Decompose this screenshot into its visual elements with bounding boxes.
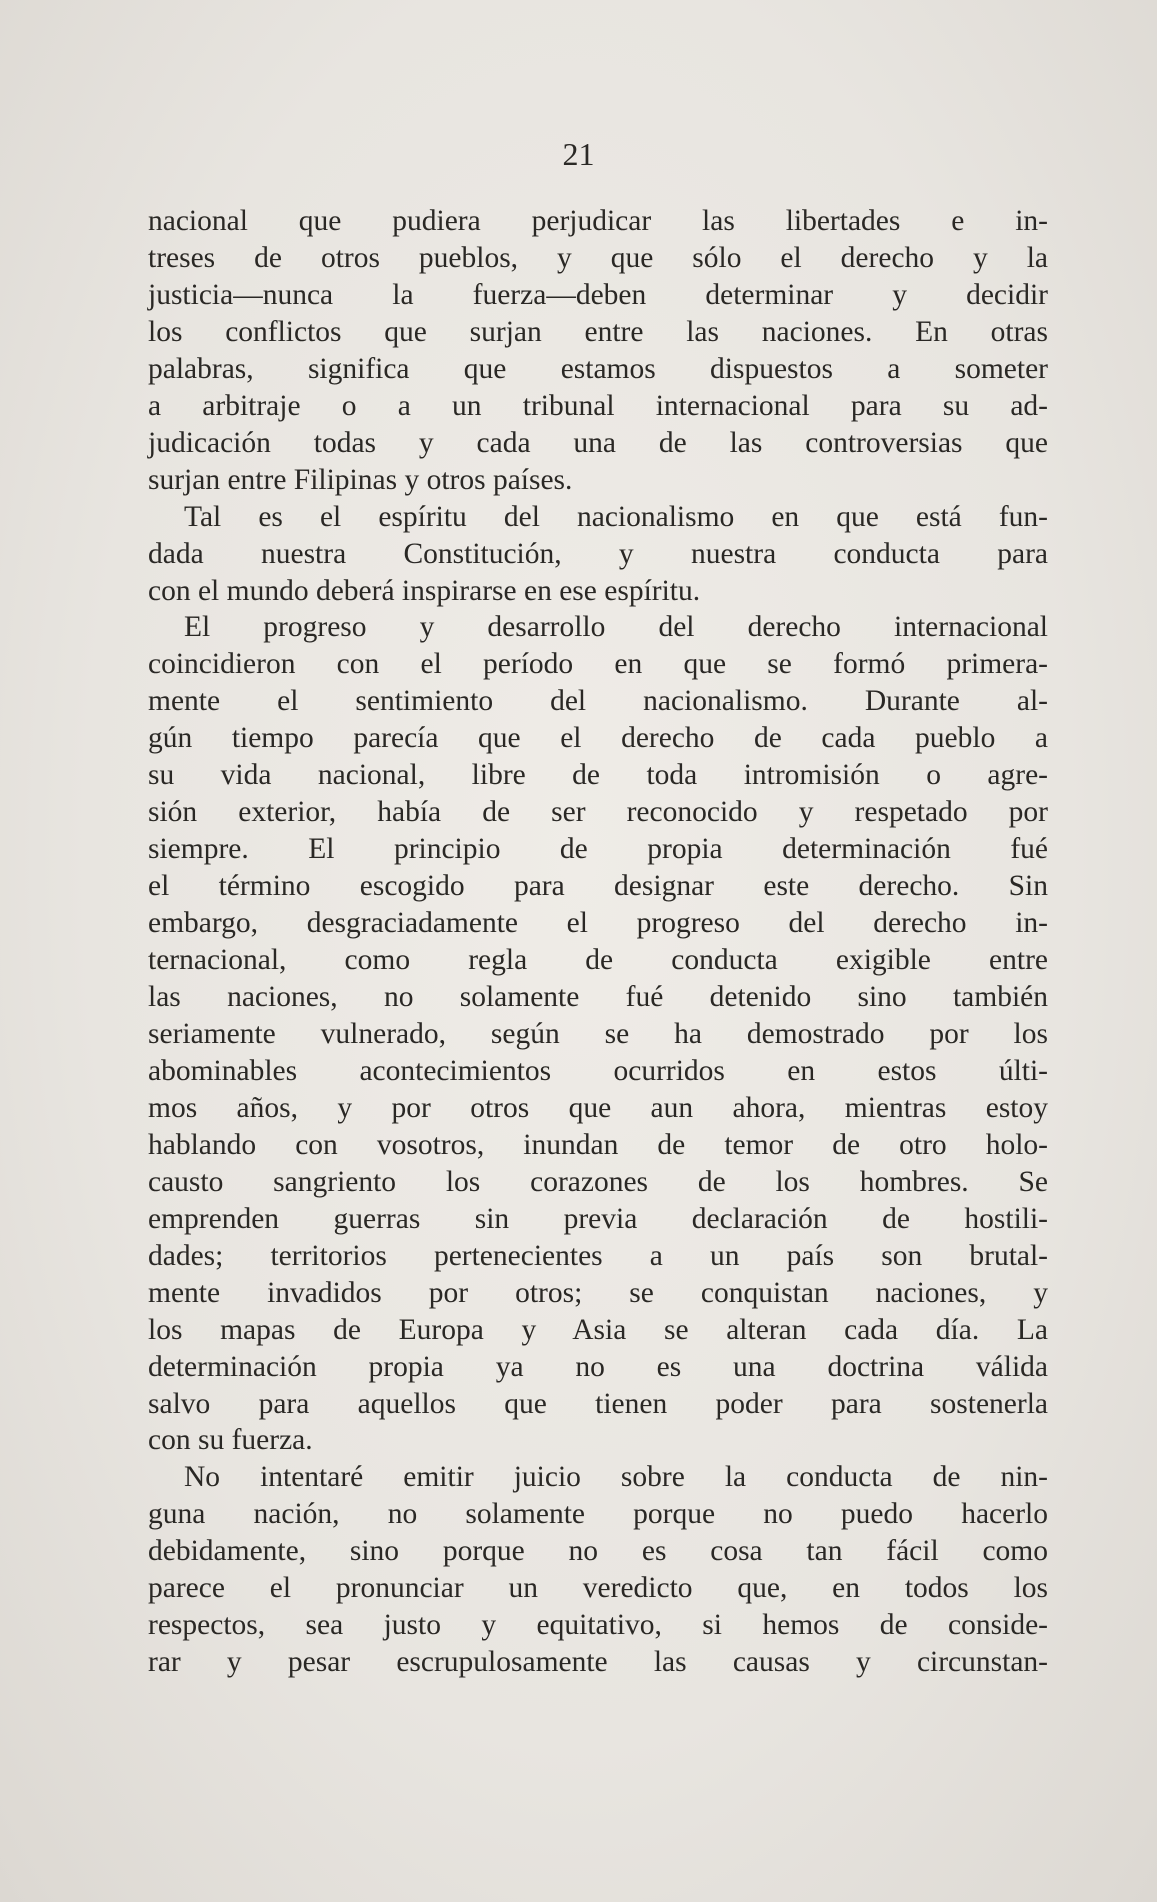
- text-line: No intentaré emitir juicio sobre la conducta de nin-: [184, 1461, 1048, 1494]
- text-line: mos años, y por otros que aun ahora, mientras estoy: [148, 1091, 1048, 1124]
- page-number: 21: [562, 136, 595, 172]
- text-line: judicación todas y cada una de las controversias que: [148, 426, 1048, 459]
- text-line: embargo, desgraciadamente el progreso del derecho in-: [148, 907, 1048, 940]
- text-line: coincidieron con el período en que se formó primera-: [148, 648, 1048, 681]
- text-line: emprenden guerras sin previa declaración de hostili-: [148, 1202, 1048, 1235]
- paragraph-2: [148, 499, 1048, 610]
- body-text: [148, 203, 1048, 1681]
- text-line: seriamente vulnerado, según se ha demostrado por los: [148, 1017, 1048, 1050]
- text-line: con el mundo deberá inspirarse en ese espíritu.: [148, 574, 701, 607]
- text-line: causto sangriento los corazones de los hombres. Se: [148, 1165, 1048, 1198]
- paragraph-1: [148, 203, 1048, 499]
- text-line: rar y pesar escrupulosamente las causas y circunstan-: [148, 1646, 1048, 1679]
- text-line: los mapas de Europa y Asia se alteran cada día. La: [148, 1313, 1048, 1346]
- text-line: ternacional, como regla de conducta exigible entre: [148, 944, 1048, 977]
- text-line: a arbitraje o a un tribunal internacional para su ad-: [148, 389, 1048, 422]
- text-line: su vida nacional, libre de toda intromisión o agre-: [148, 759, 1048, 792]
- text-line: dades; territorios pertenecientes a un país son brutal-: [148, 1239, 1048, 1272]
- text-line: parece el pronunciar un veredicto que, en todos los: [148, 1572, 1048, 1605]
- text-line: mente el sentimiento del nacionalismo. Durante al-: [148, 685, 1048, 718]
- text-line: El progreso y desarrollo del derecho internacional: [184, 611, 1048, 644]
- text-line: surjan entre Filipinas y otros países.: [148, 463, 573, 496]
- text-line: dada nuestra Constitución, y nuestra conducta para: [148, 537, 1048, 570]
- text-line: treses de otros pueblos, y que sólo el derecho y la: [148, 241, 1048, 274]
- text-line: Tal es el espíritu del nacionalismo en que está fun-: [184, 500, 1048, 533]
- paragraph-3: [148, 609, 1048, 1459]
- text-line: hablando con vosotros, inundan de temor de otro holo-: [148, 1128, 1048, 1161]
- text-line: gún tiempo parecía que el derecho de cada pueblo a: [148, 722, 1048, 755]
- text-line: nacional que pudiera perjudicar las libertades e in-: [148, 205, 1048, 237]
- text-line: salvo para aquellos que tienen poder para sostenerla: [148, 1387, 1048, 1420]
- text-line: sión exterior, había de ser reconocido y respetado por: [148, 796, 1048, 829]
- text-line: determinación propia ya no es una doctrina válida: [148, 1350, 1048, 1383]
- text-line: justicia—nunca la fuerza—deben determinar y decidir: [148, 278, 1048, 311]
- text-line: guna nación, no solamente porque no puedo hacerlo: [148, 1498, 1048, 1531]
- text-line: con su fuerza.: [148, 1424, 313, 1457]
- text-line: mente invadidos por otros; se conquistan naciones, y: [148, 1276, 1048, 1309]
- text-line: las naciones, no solamente fué detenido sino también: [148, 981, 1048, 1014]
- text-line: siempre. El principio de propia determinación fué: [148, 833, 1048, 866]
- paragraph-4: [148, 1459, 1048, 1681]
- text-line: respectos, sea justo y equitativo, si hemos de conside-: [148, 1609, 1048, 1642]
- text-line: abominables acontecimientos ocurridos en estos últi-: [148, 1054, 1048, 1087]
- text-line: debidamente, sino porque no es cosa tan fácil como: [148, 1535, 1048, 1568]
- text-line: palabras, significa que estamos dispuestos a someter: [148, 352, 1048, 385]
- text-line: los conflictos que surjan entre las naciones. En otras: [148, 315, 1048, 348]
- text-line: el término escogido para designar este derecho. Sin: [148, 870, 1048, 903]
